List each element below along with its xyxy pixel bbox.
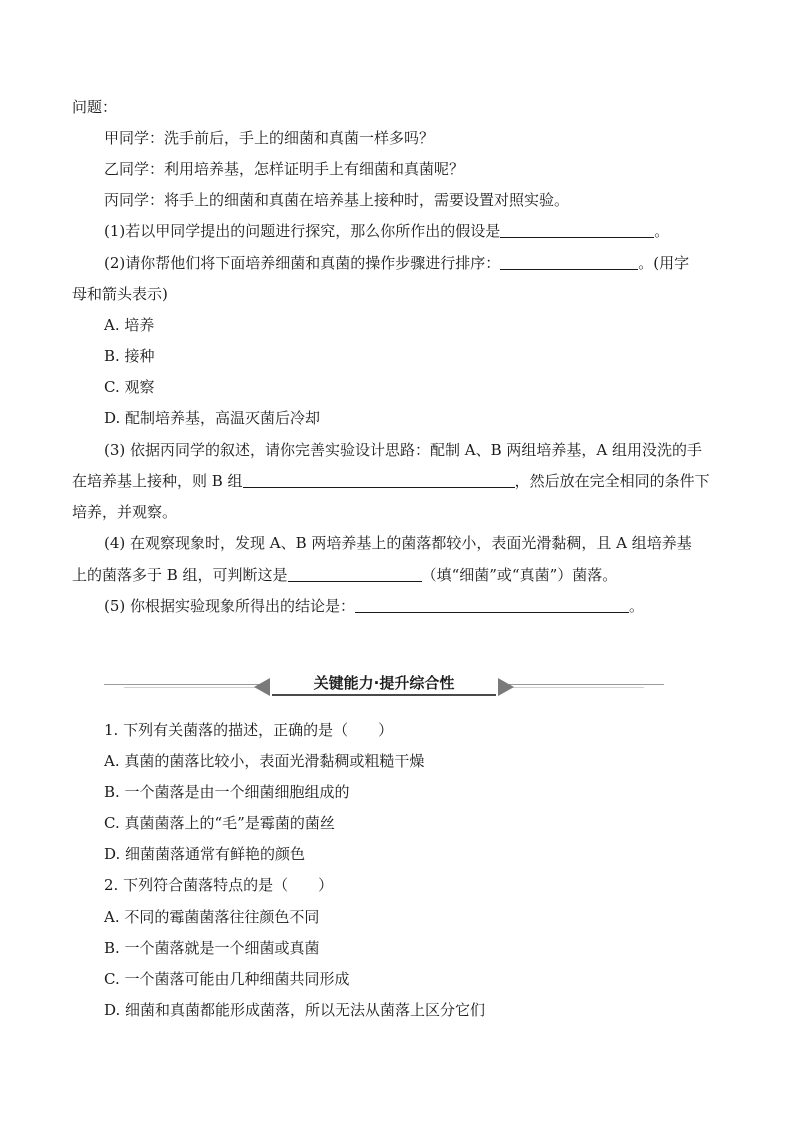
step-option: D. 配制培养基，高温灭菌后冷却: [104, 409, 321, 427]
section-banner: [104, 672, 664, 700]
subquestion-2: [104, 253, 689, 273]
choice-option: B. 一个菌落是由一个细菌细胞组成的: [104, 783, 350, 801]
subquestion-2-continued: 母和箭头表示): [72, 285, 168, 303]
subquestion-3-line1: (3) 依据丙同学的叙述，请你完善实验设计思路：配制 A、B 两组培养基，A 组用没洗的手: [104, 441, 703, 459]
choice-option: C. 一个菌落可能由几种细菌共同形成: [104, 970, 350, 988]
student-bing-statement: 丙同学：将手上的细菌和真菌在培养基上接种时，需要设置对照实验。: [104, 191, 570, 209]
choice-option: D. 细菌和真菌都能形成菌落，所以无法从菌落上区分它们: [104, 1001, 486, 1019]
answer-blank-5[interactable]: [355, 598, 629, 613]
student-yi-question: 乙同学：利用培养基，怎样证明手上有细菌和真菌呢？: [104, 160, 465, 178]
subquestion-4-line2: [72, 565, 617, 585]
choice-option: D. 细菌菌落通常有鲜艳的颜色: [104, 845, 306, 863]
subquestion-2-end: 。(用字: [638, 254, 690, 272]
question-heading: 问题：: [72, 98, 118, 116]
answer-blank-4[interactable]: [288, 567, 422, 582]
banner-divider-left-light: [124, 687, 264, 688]
choice-option: A. 真菌的菌落比较小，表面光滑黏稠或粗糙干燥: [104, 752, 425, 770]
subquestion-1-end: 。: [654, 222, 670, 240]
banner-divider-right-light: [504, 687, 644, 688]
choice-option: B. 一个菌落就是一个细菌或真菌: [104, 939, 320, 957]
question-stem: 1. 下列有关菌落的描述，正确的是（ ）: [104, 721, 394, 739]
question-stem: 2. 下列符合菌落特点的是（ ）: [104, 876, 334, 894]
step-option: B. 接种: [104, 347, 155, 365]
banner-divider-right: [504, 684, 664, 685]
subquestion-5: [104, 596, 644, 616]
subquestion-4-text: 上的菌落多于 B 组，可判断这是: [72, 566, 288, 584]
subquestion-4-tail: （填“细菌”或“真菌”）菌落。: [421, 566, 618, 584]
subquestion-3-line3: 培养，并观察。: [72, 503, 178, 521]
subquestion-1: [104, 221, 669, 241]
banner-left-ornament: [254, 678, 270, 696]
step-option: C. 观察: [104, 378, 155, 396]
subquestion-3-line2: [72, 471, 710, 491]
answer-blank-2[interactable]: [500, 255, 638, 270]
section-title: 关键能力·提升综合性: [313, 674, 455, 692]
banner-right-ornament: [498, 678, 514, 696]
choice-option: A. 不同的霉菌菌落往往颜色不同: [104, 908, 320, 926]
student-jia-question: 甲同学：洗手前后，手上的细菌和真菌一样多吗？: [104, 129, 435, 147]
subquestion-3-text: 在培养基上接种，则 B 组: [72, 472, 243, 490]
subquestion-1-text: (1)若以甲同学提出的问题进行探究，那么你所作出的假设是: [104, 222, 501, 240]
subquestion-5-end: 。: [629, 597, 645, 615]
subquestion-5-text: (5) 你根据实验现象所得出的结论是：: [104, 597, 356, 615]
answer-blank-1[interactable]: [500, 223, 654, 238]
answer-blank-3[interactable]: [243, 473, 515, 488]
step-option: A. 培养: [104, 316, 155, 334]
subquestion-3-tail: ，然后放在完全相同的条件下: [514, 472, 710, 490]
choice-option: C. 真菌菌落上的“毛”是霉菌的菌丝: [104, 814, 335, 832]
subquestion-2-text: (2)请你帮他们将下面培养细菌和真菌的操作步骤进行排序：: [104, 254, 501, 272]
subquestion-4-line1: (4) 在观察现象时，发现 A、B 两培养基上的菌落都较小，表面光滑黏稠，且 A 组培养基: [104, 534, 692, 552]
banner-divider-left: [104, 684, 264, 685]
